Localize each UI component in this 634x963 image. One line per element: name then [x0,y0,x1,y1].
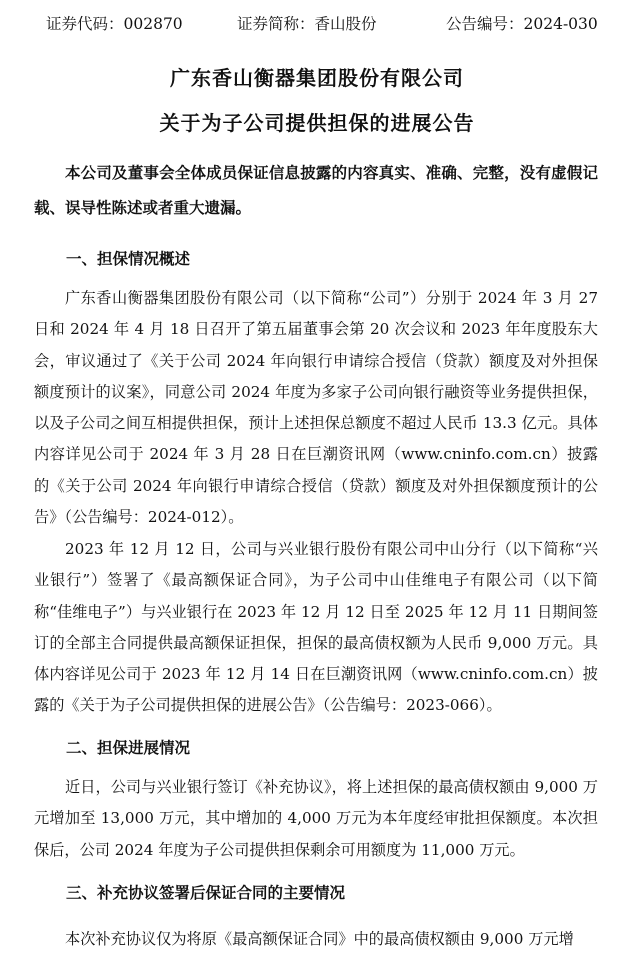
stock-code: 证券代码：002870 [46,15,183,33]
board-statement: 本公司及董事会全体成员保证信息披露的内容真实、准确、完整，没有虚假记载、误导性陈述或者重大遗漏。 [34,164,598,217]
main-terms-paragraph: 本次补充协议仅为将原《最高额保证合同》中的最高债权额由 9,000 万元增 [65,930,574,948]
section-heading-progress: 二、担保进展情况 [66,739,191,757]
document-title: 关于为子公司提供担保的进展公告 [159,111,475,135]
announcement-number: 公告编号：2024-030 [446,15,598,33]
section-heading-main-terms: 三、补充协议签署后保证合同的主要情况 [66,884,346,902]
progress-paragraph: 近日，公司与兴业银行签订《补充协议》，将上述担保的最高债权额由 9,000 万元增加至 13,000 万元，其中增加的 4,000 万元为本年度经审批担保额度。本次担保后，公司 2024 年度为子公司提供担保剩余可用额度为 11,000 万元。 [34,778,598,859]
overview-paragraph-2: 2023 年 12 月 12 日，公司与兴业银行股份有限公司中山分行（以下简称“兴业银行”）签署了《最高额保证合同》，为子公司中山佳维电子有限公司（以下简称“佳维电子”）与兴业银行在 2023 年 12 月 12 日至 2025 年 12 月 11 日期间签订的全部主合同提供最高额保证担保，担保的最高债权额为人民币 9,000 万元。具体内容详见公司于 2023 年 12 月 14 日在巨潮资讯网（www.cninfo.com.cn）披露的《关于为子公司提供担保的进展公告》（公告编号：2023-066）。 [34,540,598,715]
stock-name: 证券简称：香山股份 [237,15,377,33]
announcement-header [0,10,634,38]
overview-paragraph-1: 广东香山衡器集团股份有限公司（以下简称“公司”）分别于 2024 年 3 月 27 日和 2024 年 4 月 18 日召开了第五届董事会第 20 次会议和 2023 年年度股东大会，审议通过了《关于公司 2024 年向银行申请综合授信（贷款）额度及对外担保额度预计的议案》，同意公司 2024 年度为多家子公司向银行融资等业务提供担保，以及子公司之间互相提供担保，预计上述担保总额度不超过人民币 13.3 亿元。具体内容详见公司于 2024 年 3 月 28 日在巨潮资讯网（www.cninfo.com.cn）披露的《关于公司 2024 年向银行申请综合授信（贷款）额度及对外担保额度预计的公告》（公告编号：2024-012）。 [34,289,598,527]
section-heading-overview: 一、担保情况概述 [66,250,191,268]
company-title: 广东香山衡器集团股份有限公司 [170,66,464,90]
